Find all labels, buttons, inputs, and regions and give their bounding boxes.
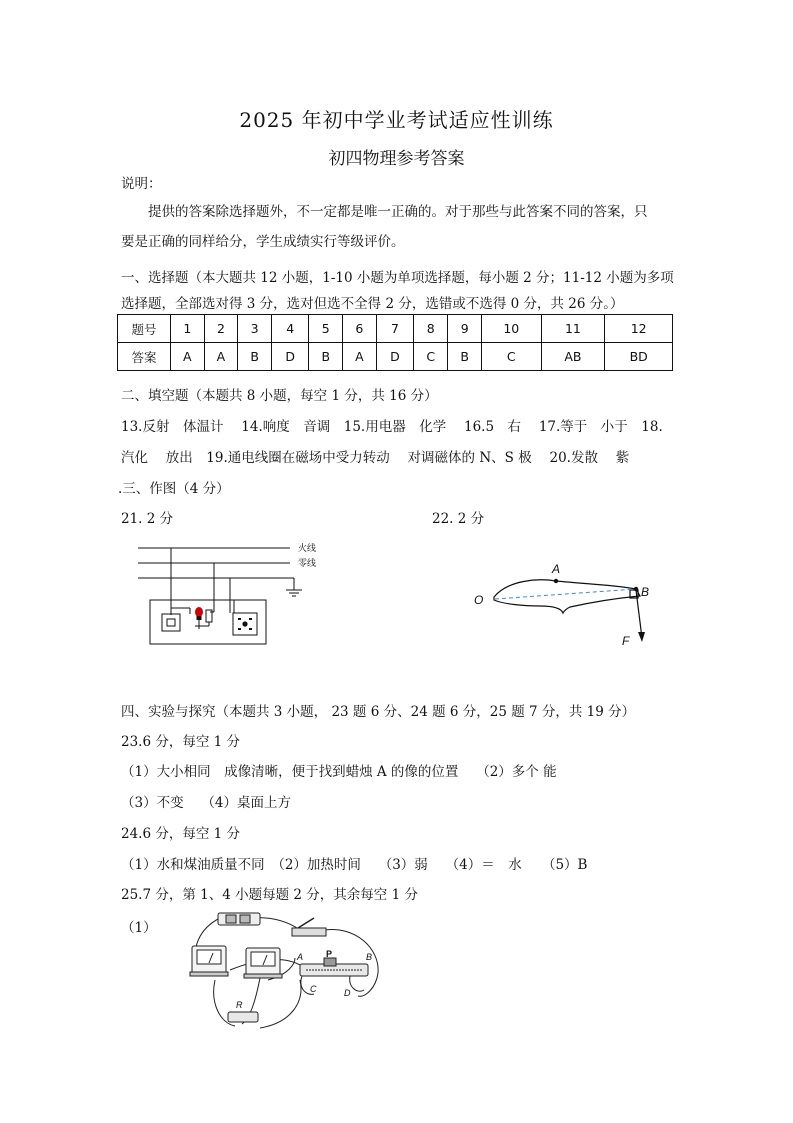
table-cell: A [171,343,205,371]
label-b: B [366,952,373,962]
label-f: F [622,634,630,648]
section2-line-2: 汽化 放出 19.通电线圈在磁场中受力转动 对调磁体的 N、S 极 20.发散 紫 [121,450,630,466]
battery-icon [218,913,260,925]
table-cell: D [271,343,308,371]
notes-line-2: 要是正确的同样给分，学生成绩实行等级评价。 [121,234,405,250]
lever-outline [494,580,640,613]
table-cell: 8 [414,315,448,343]
label-a: A [552,562,561,576]
table-cell: AB [541,343,605,371]
table-cell: B [238,343,272,371]
resistor-icon [228,1012,258,1022]
q24-heading: 24.6 分，每空 1 分 [121,826,241,842]
table-cell: C [482,343,541,371]
switch-icon [292,918,326,936]
section3-heading: .三、作图（4 分） [118,481,230,497]
label-d: D [344,988,351,998]
table-cell: 12 [605,315,673,343]
section1-heading-2: 选择题，全部选对得 3 分，选对但选不全得 2 分，选错或不选得 0 分，共 26 分。） [121,296,624,312]
section2-line-1: 13.反射 体温计 14.响度 音调 15.用电器 化学 16.5 右 17.等于 小于 18. [121,419,663,435]
point-a [554,579,558,583]
q23-line-1: （1）大小相同 成像清晰，便于找到蜡烛 A 的像的位置 （2）多个 能 [121,764,557,780]
table-cell: 5 [309,315,343,343]
label-o: O [474,593,484,607]
table-cell: 2 [204,315,238,343]
force-arm-dashed [495,589,636,599]
table-cell: A [343,343,377,371]
figure-22-lever [468,558,668,658]
q21-label: 21. 2 分 [121,511,174,527]
table-row-questions [118,315,673,343]
table-cell: D [376,343,413,371]
table-cell: 4 [271,315,308,343]
q25-heading: 25.7 分，第 1、4 小题每题 2 分，其余每空 1 分 [121,887,418,903]
figure-25-circuit [180,908,388,1036]
section4-heading: 四、实验与探究（本题共 3 小题， 23 题 6 分、24 题 6 分，25 题 7 分，共 19 分） [121,704,636,720]
table-cell: B [448,343,482,371]
q23-line-2: （3）不变 （4）桌面上方 [121,795,291,811]
table-cell: B [309,343,343,371]
table-cell: 9 [448,315,482,343]
table-row-answers [118,343,673,371]
table-cell: 7 [376,315,413,343]
section2-heading: 二、填空题（本题共 8 小题，每空 1 分，共 16 分） [121,388,438,404]
notes-line-1: 提供的答案除选择题外，不一定都是唯一正确的。对于那些与此答案不同的答案，只 [148,204,648,220]
table-cell: 1 [171,315,205,343]
table-cell: BD [605,343,673,371]
ammeter-icon [190,946,228,976]
page-subtitle: 初四物理参考答案 [328,149,465,169]
table-cell: 11 [541,315,605,343]
notes-label: 说明： [121,176,162,192]
table-cell: 10 [482,315,541,343]
q22-label: 22. 2 分 [432,511,485,527]
table-cell: 3 [238,315,272,343]
voltmeter-icon [244,948,282,978]
figure-21-circuit [130,538,320,648]
table-cell: 6 [343,315,377,343]
label-b: B [641,585,650,599]
answer-table [117,314,673,371]
live-wire-label: 火线 [298,543,317,553]
q24-line-1: （1）水和煤油质量不同 （2）加热时间 （3）弱 （4）＝ 水 （5）B [121,857,588,873]
q23-heading: 23.6 分，每空 1 分 [121,734,241,750]
label-a: A [297,952,304,962]
page-title: 2025 年初中学业考试适应性训练 [239,108,554,132]
table-cell: A [204,343,238,371]
label-r: R [236,1000,243,1010]
socket-icon [238,618,252,630]
q25-item-1: （1） [121,920,157,936]
neutral-wire-label: 零线 [298,558,317,568]
label-c: C [310,984,317,994]
label-p: P [326,949,333,959]
row-label-answer: 答案 [118,343,171,371]
switch-box [162,614,180,631]
row-label-question: 题号 [118,315,171,343]
table-cell: C [414,343,448,371]
section1-heading-1: 一、选择题（本大题共 12 小题，1-10 小题为单项选择题，每小题 2 分；11-12 小题为多项 [121,270,674,286]
